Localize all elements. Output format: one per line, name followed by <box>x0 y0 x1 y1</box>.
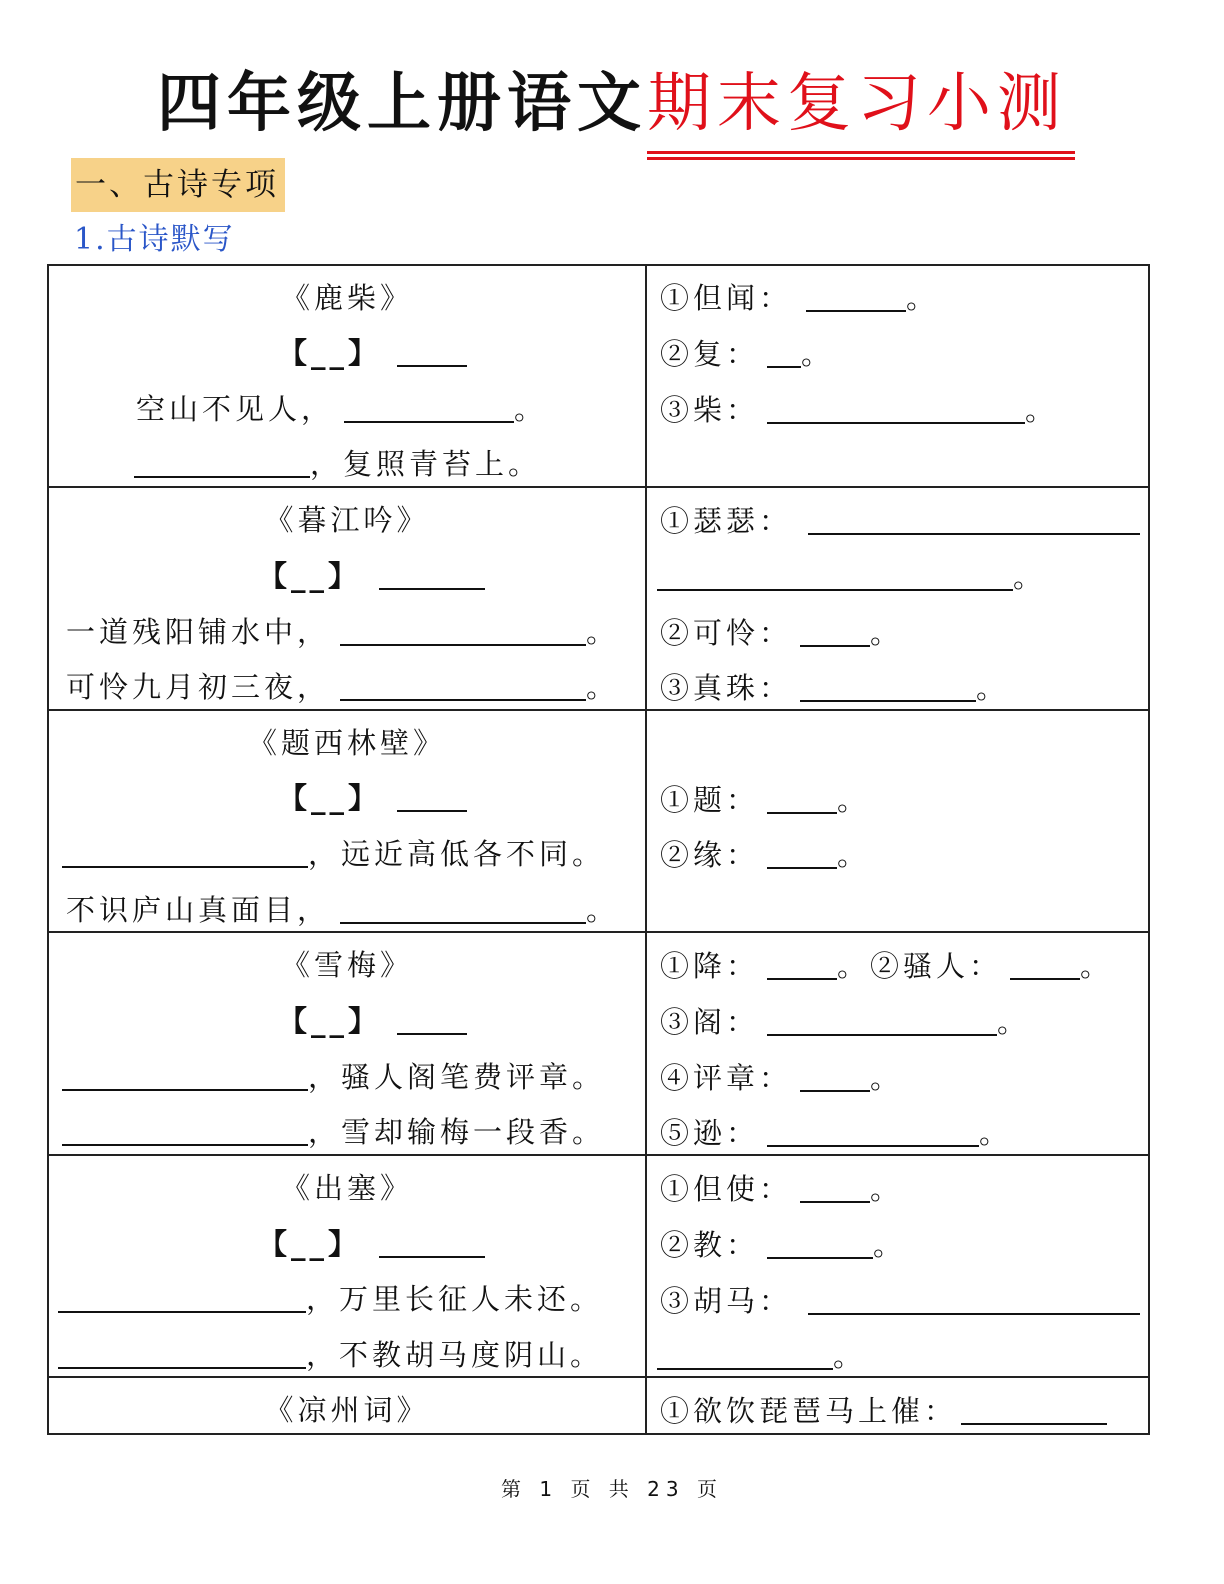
note-blank[interactable] <box>800 615 870 647</box>
note-item <box>660 946 1113 986</box>
poem-title: 《鹿柴》 <box>280 281 413 315</box>
note-label: ③胡马： <box>660 1284 793 1318</box>
note-item <box>660 668 1009 708</box>
note-blank[interactable] <box>767 782 837 814</box>
poem-text: ，远近高低各不同。 <box>308 837 606 871</box>
author-blank[interactable] <box>379 558 485 590</box>
author-blank[interactable] <box>397 780 467 812</box>
note-item-continued <box>657 557 1046 597</box>
note-blank[interactable] <box>767 948 837 980</box>
dynasty-bracket: 【__】 <box>278 336 382 370</box>
note-label: ①瑟瑟： <box>660 504 793 538</box>
poem-text: ，复照青苔上。 <box>310 447 542 481</box>
poem-title: 《题西林壁》 <box>247 726 446 760</box>
period: 。 <box>586 893 620 927</box>
note-label: ③真珠： <box>660 671 793 705</box>
fill-blank[interactable] <box>62 836 308 868</box>
period: 。 <box>979 1116 1013 1150</box>
note-label: ②缘： <box>660 838 760 872</box>
poem-text: ，万里长征人未还。 <box>306 1282 604 1316</box>
note-label: ①降： <box>660 949 760 983</box>
poem-line <box>62 1057 605 1097</box>
note-item <box>660 1058 903 1098</box>
period: 。 <box>870 616 904 650</box>
note-blank[interactable] <box>767 837 837 869</box>
poem-title: 《凉州词》 <box>264 1393 430 1427</box>
period: 。 <box>833 1339 867 1373</box>
note-label: ①但使： <box>660 1172 793 1206</box>
note-label: ①但闻： <box>660 281 793 315</box>
note-item <box>660 1113 1012 1153</box>
dynasty-bracket: 【__】 <box>278 1004 382 1038</box>
poem-line <box>134 444 541 484</box>
poem-line <box>136 389 547 429</box>
period: 。 <box>586 670 620 704</box>
title-highlight: 期末复习小测 <box>647 62 1067 146</box>
title-main: 四年级上册语文 <box>157 66 647 141</box>
fill-blank[interactable] <box>62 1059 308 1091</box>
page-title <box>0 62 1224 146</box>
row-divider <box>47 1376 1150 1378</box>
note-item-continued <box>657 1336 866 1376</box>
poem-text: 一道残阳铺水中， <box>66 615 331 649</box>
period: 。 <box>837 783 871 817</box>
author-blank[interactable] <box>397 1003 467 1035</box>
note-item <box>660 1225 906 1265</box>
dynasty-author-line <box>278 333 467 373</box>
subsection-heading: 1.古诗默写 <box>74 222 235 257</box>
note-blank[interactable] <box>800 670 976 702</box>
dynasty-bracket: 【__】 <box>258 1227 362 1261</box>
note-blank[interactable] <box>767 336 801 368</box>
dynasty-author-line <box>258 556 485 596</box>
dynasty-author-line <box>278 1001 467 1041</box>
period: 。 <box>906 281 940 315</box>
poem-title: 《出塞》 <box>280 1171 413 1205</box>
fill-blank[interactable] <box>134 446 310 478</box>
period: 。 <box>1025 393 1059 427</box>
poem-title: 《雪梅》 <box>280 948 413 982</box>
note-label: ④评章： <box>660 1061 793 1095</box>
dynasty-author-line <box>278 778 467 818</box>
poem-line <box>58 1335 603 1375</box>
poem-text: ，骚人阁笔费评章。 <box>308 1060 606 1094</box>
note-item <box>660 780 870 820</box>
note-label: ③阁： <box>660 1005 760 1039</box>
note-item <box>660 390 1058 430</box>
period: 。 <box>586 615 620 649</box>
note-blank[interactable] <box>808 503 1140 535</box>
note-item <box>660 1002 1030 1042</box>
note-blank[interactable] <box>800 1060 870 1092</box>
poem-text: 可怜九月初三夜， <box>66 670 331 704</box>
author-blank[interactable] <box>379 1226 485 1258</box>
note-blank[interactable] <box>961 1393 1107 1425</box>
note-item <box>660 1391 1107 1431</box>
note-label: ②骚人： <box>870 949 1003 983</box>
note-item <box>660 1169 903 1209</box>
poem-text: 不识庐山真面目， <box>66 893 331 927</box>
row-divider <box>47 486 1150 488</box>
period: 。 <box>1080 949 1114 983</box>
fill-blank[interactable] <box>340 614 586 646</box>
note-label: ⑤逊： <box>660 1116 760 1150</box>
period: 。 <box>837 838 871 872</box>
dynasty-author-line <box>258 1224 485 1264</box>
fill-blank[interactable] <box>58 1281 306 1313</box>
row-divider <box>47 931 1150 933</box>
period: 。 <box>997 1005 1031 1039</box>
fill-blank[interactable] <box>344 391 514 423</box>
poem-line <box>62 834 605 874</box>
note-item <box>660 613 903 653</box>
note-blank[interactable] <box>1010 948 1080 980</box>
fill-blank[interactable] <box>340 892 586 924</box>
poem-text: ，不教胡马度阴山。 <box>306 1338 604 1372</box>
note-item <box>660 334 834 374</box>
dynasty-bracket: 【__】 <box>278 781 382 815</box>
note-item <box>660 1281 1140 1321</box>
note-blank[interactable] <box>767 1115 979 1147</box>
note-blank[interactable] <box>808 1283 1140 1315</box>
poem-text: ，雪却输梅一段香。 <box>308 1115 606 1149</box>
note-item <box>660 278 939 318</box>
note-blank[interactable] <box>767 392 1025 424</box>
note-label: ②复： <box>660 337 760 371</box>
poem-title: 《暮江吟》 <box>264 503 430 537</box>
note-label: ①欲饮琵琶马上催： <box>660 1394 958 1428</box>
note-blank[interactable] <box>767 1227 873 1259</box>
note-item <box>660 835 870 875</box>
fill-blank[interactable] <box>58 1337 306 1369</box>
poem-text: 空山不见人， <box>136 392 335 426</box>
poem-line <box>66 612 619 652</box>
fill-blank[interactable] <box>62 1114 308 1146</box>
poem-line <box>58 1279 603 1319</box>
period: 。 <box>801 337 835 371</box>
note-label: ③柴： <box>660 393 760 427</box>
fill-blank[interactable] <box>340 669 586 701</box>
poem-line <box>62 1112 605 1152</box>
period: 。 <box>976 671 1010 705</box>
period: 。 <box>870 1061 904 1095</box>
note-label: ①题： <box>660 783 760 817</box>
row-divider <box>47 1154 1150 1156</box>
period: 。 <box>873 1228 907 1262</box>
row-divider <box>47 709 1150 711</box>
period: 。 <box>837 949 871 983</box>
note-label: ②教： <box>660 1228 760 1262</box>
page-footer: 第 1 页 共 23 页 <box>501 1477 723 1501</box>
note-blank[interactable] <box>657 559 1013 591</box>
note-item <box>660 501 1140 541</box>
note-blank[interactable] <box>657 1338 833 1370</box>
period: 。 <box>1013 560 1047 594</box>
poem-line <box>66 890 619 930</box>
poem-line <box>66 667 619 707</box>
note-blank[interactable] <box>767 1004 997 1036</box>
column-divider <box>645 264 647 1435</box>
note-blank[interactable] <box>800 1171 870 1203</box>
period: 。 <box>514 392 548 426</box>
period: 。 <box>870 1172 904 1206</box>
dynasty-bracket: 【__】 <box>258 559 362 593</box>
author-blank[interactable] <box>397 335 467 367</box>
section-heading: 一、古诗专项 <box>71 158 285 212</box>
note-blank[interactable] <box>806 280 906 312</box>
note-label: ②可怜： <box>660 616 793 650</box>
